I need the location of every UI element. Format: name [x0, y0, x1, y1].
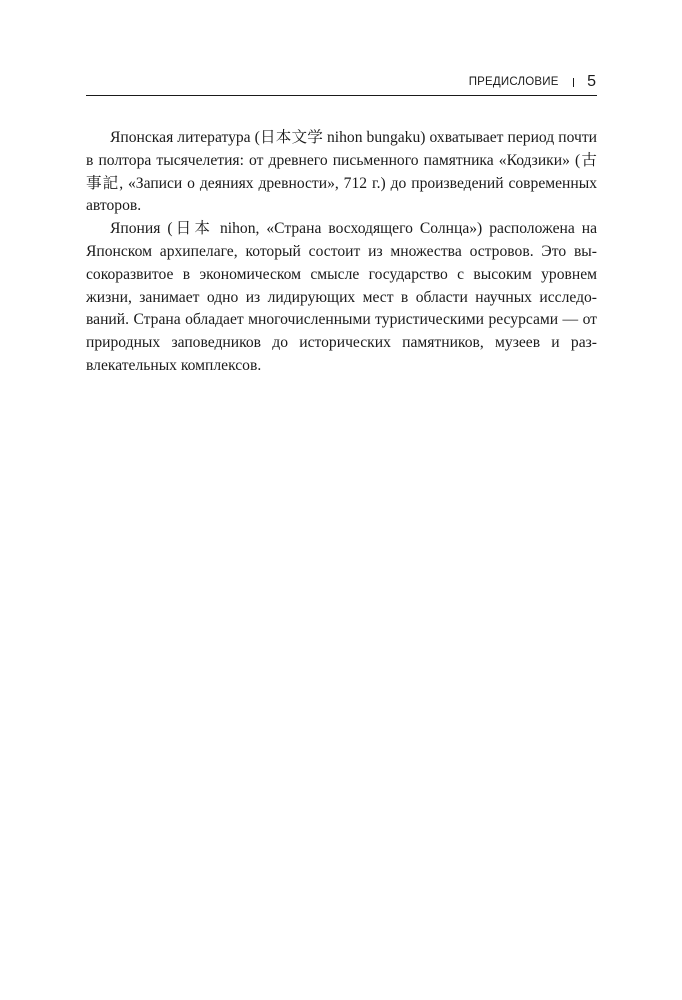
header-rule	[86, 95, 597, 96]
running-head	[469, 72, 596, 92]
body-text	[86, 127, 597, 378]
paragraph-japan: Япония (日本 nihon, «Страна восходящего Солнца») расположена на Японском архипелаге, который состоит из множества островов. Это высокоразвитое в экономическом смысле государство с высоким уровнем жизни, занимает одно из лидирующих мест в области научных исследований. Страна обладает многочисленными туристическими ресурсами — от природных заповедников до исторических памятников, музеев и развлекательных комплексов.	[86, 220, 597, 374]
paragraph-japanese-literature: Японская литература (日本文学 nihon bungaku) охватывает период почти в полтора тысячелетия: от древнего письменного памятника «Кодзики» (古事記, «Записи о деяниях древности», 712 г.) до произведений современных авторов.	[86, 129, 597, 215]
page-number: 5	[587, 73, 596, 90]
section-title: ПРЕДИСЛОВИЕ	[468, 76, 559, 88]
header-separator	[573, 78, 575, 87]
